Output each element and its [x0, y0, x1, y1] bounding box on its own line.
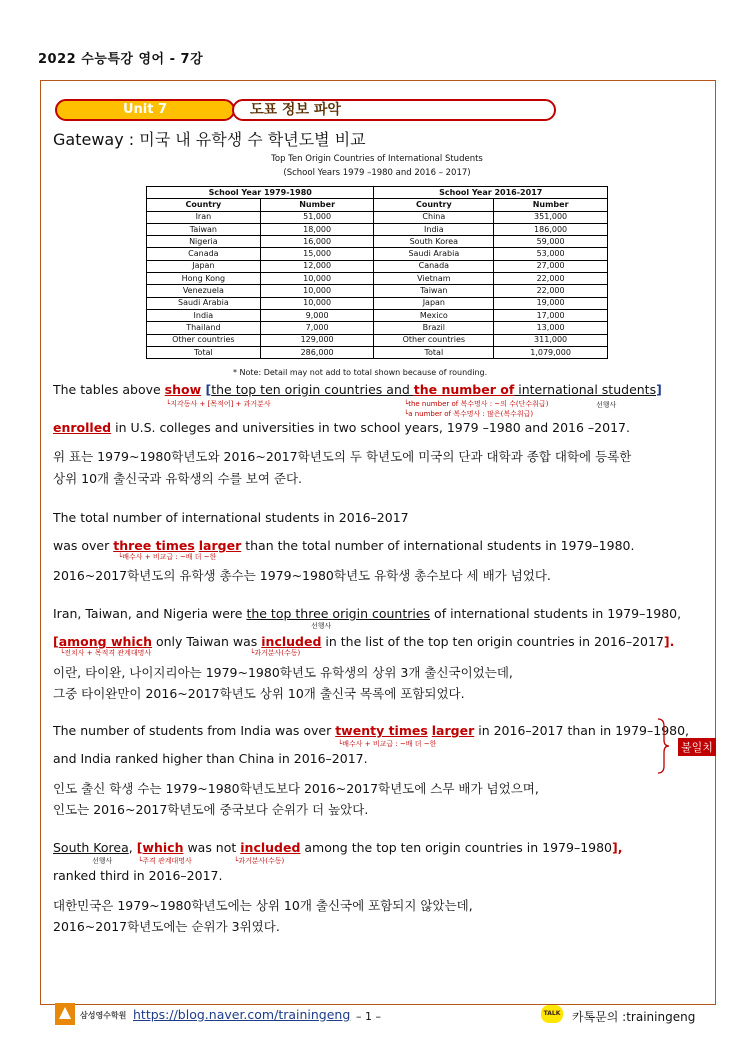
table-caption-years: (School Years 1979 –1980 and 2016 – 2017)	[283, 168, 471, 178]
number-cell: 22,000	[494, 285, 608, 297]
country-cell: Japan	[374, 297, 494, 309]
country-cell: Taiwan	[374, 285, 494, 297]
kakao-contact: 카톡문의 :trainingeng	[572, 1010, 696, 1024]
table-heading-left: School Year 1979-1980	[147, 187, 374, 199]
table-caption-title: Top Ten Origin Countries of International Students	[271, 154, 483, 164]
country-cell: Taiwan	[147, 223, 261, 235]
kakao-talk-icon: TALK	[541, 1005, 563, 1023]
p3-line1	[53, 606, 681, 621]
p3-line2	[53, 634, 674, 649]
country-cell: India	[147, 309, 261, 321]
table-row	[147, 346, 608, 358]
country-cell: India	[374, 223, 494, 235]
country-cell: South Korea	[374, 236, 494, 248]
number-cell: 22,000	[494, 273, 608, 285]
p4-line2: and India ranked higher than China in 2016–2017.	[53, 751, 368, 766]
unit-label: Unit 7	[55, 99, 235, 121]
country-cell: Mexico	[374, 309, 494, 321]
p5-line1	[53, 840, 622, 855]
text: only Taiwan was	[152, 634, 262, 649]
bracket: ],	[612, 840, 623, 855]
bracket: [	[201, 382, 212, 397]
keyword-the-number-of: the number of	[413, 382, 515, 397]
number-cell: 15,000	[260, 248, 374, 260]
grammar-note: └the number of 복수명사 : ~의 수(단수취급)	[404, 400, 549, 408]
text: than the total number of international students in 1979–1980.	[241, 538, 635, 553]
table-row	[147, 273, 608, 285]
number-cell: 1,079,000	[494, 346, 608, 358]
text: The tables above	[53, 382, 165, 397]
academy-name: 삼성영수학원	[80, 1011, 127, 1020]
number-cell: 19,000	[494, 297, 608, 309]
p1-line1	[53, 382, 662, 397]
country-cell: Canada	[147, 248, 261, 260]
number-cell: 13,000	[494, 322, 608, 334]
keyword-twenty-times: twenty times	[335, 723, 428, 738]
p5-line2: ranked third in 2016–2017.	[53, 868, 223, 883]
brace-icon	[656, 718, 670, 774]
p1-line2	[53, 420, 630, 435]
number-cell: 53,000	[494, 248, 608, 260]
number-cell: 286,000	[260, 346, 374, 358]
grammar-note: └과거분사(수동)	[234, 857, 285, 865]
p3-korean-2: 그중 타이완만이 2016~2017학년도 상위 10개 출신국 목록에 포함되었다.	[53, 686, 465, 701]
topic-label: 도표 정보 파악	[232, 99, 556, 121]
table-row	[147, 297, 608, 309]
text: The number of students from India was over	[53, 723, 336, 738]
p5-korean-2: 2016~2017학년도에는 순위가 3위였다.	[53, 919, 280, 934]
keyword-among-which: among which	[58, 634, 153, 649]
country-cell: Total	[147, 346, 261, 358]
p3-korean-1: 이란, 타이완, 나이지리아는 1979~1980학년도 유학생의 상위 3개 출신국이었는데,	[53, 665, 513, 680]
number-cell: 51,000	[260, 211, 374, 223]
country-cell: Other countries	[147, 334, 261, 346]
grammar-note: └배수사 + 비교급 : ~배 더 ~한	[338, 740, 437, 748]
number-cell: 311,000	[494, 334, 608, 346]
text: in U.S. colleges and universities in two school years, 1979 –1980 and 2016 –2017.	[111, 420, 630, 435]
grammar-note: └주격 관계대명사	[138, 857, 192, 865]
country-cell: Hong Kong	[147, 273, 261, 285]
number-cell: 16,000	[260, 236, 374, 248]
phrase-top-three: the top three origin countries	[246, 606, 431, 621]
number-cell: 10,000	[260, 273, 374, 285]
text: in the list of the top ten origin countries in 2016–2017	[321, 634, 664, 649]
col-header: Number	[260, 199, 374, 211]
country-cell: Saudi Arabia	[374, 248, 494, 260]
table-row	[147, 223, 608, 235]
col-header: Country	[147, 199, 261, 211]
p2-line1: The total number of international students in 2016–2017	[53, 510, 409, 525]
p1-korean-2: 상위 10개 출신국과 유학생의 수를 보여 준다.	[53, 471, 302, 486]
blog-link[interactable]: https://blog.naver.com/trainingeng	[133, 1007, 351, 1022]
number-cell: 17,000	[494, 309, 608, 321]
grammar-note: └지각동사 + [목적어] + 과거분사	[166, 400, 271, 408]
keyword-larger: larger	[431, 723, 475, 738]
data-table-container	[146, 186, 608, 360]
number-cell: 351,000	[494, 211, 608, 223]
country-cell: China	[374, 211, 494, 223]
grammar-note: 선행사	[311, 622, 332, 630]
keyword-which: which	[142, 840, 184, 855]
grammar-note: └a number of 복수명사 : 많은(복수취급)	[404, 410, 534, 418]
number-cell: 27,000	[494, 260, 608, 272]
grammar-note: 선행사	[596, 401, 617, 409]
col-header: Country	[374, 199, 494, 211]
number-cell: 18,000	[260, 223, 374, 235]
p4-korean-2: 인도는 2016~2017학년도에 중국보다 순위가 더 높았다.	[53, 802, 369, 817]
country-cell: Other countries	[374, 334, 494, 346]
number-cell: 59,000	[494, 236, 608, 248]
country-cell: Japan	[147, 260, 261, 272]
table-note: * Note: Detail may not add to total shown because of rounding.	[233, 368, 488, 377]
text: in 2016–2017 than in 1979–1980,	[474, 723, 690, 738]
page-number: – 1 –	[356, 1010, 381, 1023]
country-cell: Saudi Arabia	[147, 297, 261, 309]
number-cell: 12,000	[260, 260, 374, 272]
text: ,	[128, 840, 137, 855]
p4-korean-1: 인도 출신 학생 수는 1979~1980학년도보다 2016~2017학년도에 스무 배가 넘었으며,	[53, 781, 539, 796]
text: Iran, Taiwan, and Nigeria were	[53, 606, 247, 621]
country-cell: Canada	[374, 260, 494, 272]
table-row	[147, 322, 608, 334]
p1-korean-1: 위 표는 1979~1980학년도와 2016~2017학년도의 두 학년도에 미국의 단과 대학과 종합 대학에 등록한	[53, 449, 632, 464]
country-cell: Nigeria	[147, 236, 261, 248]
keyword-show: show	[164, 382, 202, 397]
table-heading-right: School Year 2016-2017	[374, 187, 608, 199]
keyword-three-times: three times	[113, 538, 195, 553]
text: among the top ten origin countries in 1979–1980	[300, 840, 613, 855]
table-row	[147, 309, 608, 321]
col-header: Number	[494, 199, 608, 211]
number-cell: 186,000	[494, 223, 608, 235]
country-cell: Total	[374, 346, 494, 358]
country-cell: Iran	[147, 211, 261, 223]
table-row	[147, 248, 608, 260]
p2-korean: 2016~2017학년도의 유학생 총수는 1979~1980학년도 유학생 총수보다 세 배가 넘었다.	[53, 568, 551, 583]
table-row	[147, 334, 608, 346]
academy-logo-icon	[55, 1003, 75, 1025]
phrase-south-korea: South Korea	[53, 840, 129, 855]
table-row	[147, 285, 608, 297]
keyword-enrolled: enrolled	[53, 420, 112, 435]
table-row	[147, 211, 608, 223]
grammar-note: └과거분사(수동)	[250, 649, 301, 657]
phrase-students: international students	[514, 382, 657, 397]
country-cell: Thailand	[147, 322, 261, 334]
p5-korean-1: 대한민국은 1979~1980학년도에는 상위 10개 출신국에 포함되지 않았는데,	[53, 898, 473, 913]
keyword-included: included	[261, 634, 322, 649]
number-cell: 9,000	[260, 309, 374, 321]
table-row	[147, 260, 608, 272]
bracket: ].	[663, 634, 675, 649]
country-cell: Venezuela	[147, 285, 261, 297]
grammar-note: 선행사	[92, 857, 113, 865]
country-cell: Vietnam	[374, 273, 494, 285]
data-table	[146, 186, 608, 359]
bracket: ]	[656, 382, 662, 397]
bracket: [	[53, 634, 59, 649]
text: was not	[183, 840, 241, 855]
number-cell: 10,000	[260, 297, 374, 309]
document-header: 2022 수능특강 영어 - 7강	[38, 52, 204, 67]
mismatch-badge: 불일치	[678, 738, 716, 756]
keyword-included: included	[240, 840, 301, 855]
number-cell: 129,000	[260, 334, 374, 346]
text: was over	[53, 538, 114, 553]
country-cell: Brazil	[374, 322, 494, 334]
p4-line1	[53, 723, 689, 738]
grammar-note: └배수사 + 비교급 : ~배 더 ~한	[118, 553, 217, 561]
phrase-object: the top ten origin countries and	[211, 382, 414, 397]
gateway-title: Gateway : 미국 내 유학생 수 학년도별 비교	[53, 130, 366, 149]
text: of international students in 1979–1980,	[430, 606, 682, 621]
keyword-larger: larger	[198, 538, 242, 553]
number-cell: 7,000	[260, 322, 374, 334]
bracket: [	[136, 840, 143, 855]
p2-line2	[53, 538, 634, 553]
grammar-note: └전치사 + 목적격 관계대명사	[60, 649, 152, 657]
number-cell: 10,000	[260, 285, 374, 297]
table-row	[147, 236, 608, 248]
